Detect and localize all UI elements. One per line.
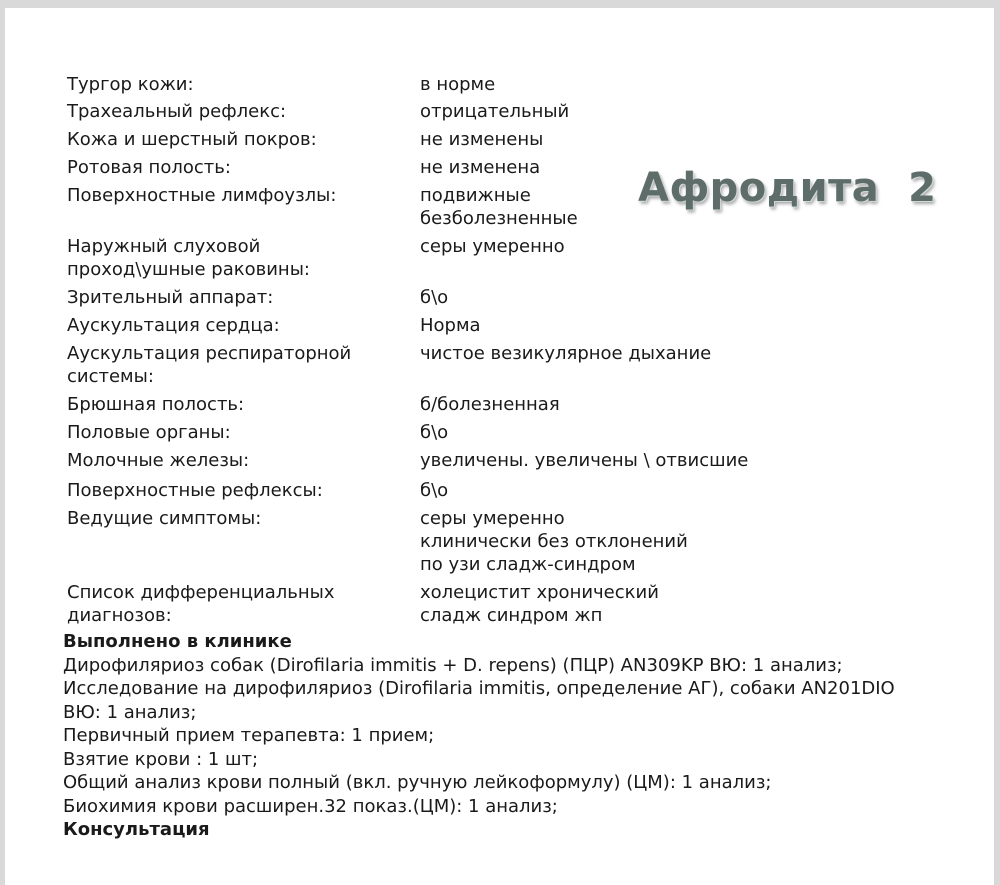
exam-label [67, 235, 420, 281]
exam-value-line: холецистит хронический [420, 582, 659, 603]
patient-name-watermark: Афродита 2 [638, 165, 937, 211]
exam-row [67, 100, 967, 123]
exam-row [67, 507, 967, 576]
exam-value [420, 235, 967, 281]
exam-label-line: системы: [67, 366, 154, 387]
exam-value [420, 73, 967, 96]
exam-label-line: Зрительный аппарат: [67, 287, 274, 308]
clinic-service-line: Биохимия крови расширен.32 показ.(ЦМ): 1 анализ; [63, 795, 558, 817]
exam-label-line: Тургор кожи: [67, 74, 194, 95]
exam-label-line: Поверхностные рефлексы: [67, 480, 323, 501]
exam-label-line: диагнозов: [67, 605, 172, 626]
exam-value-line: не изменены [420, 129, 544, 150]
exam-row [67, 479, 967, 502]
exam-row [67, 449, 967, 472]
exam-label-line: Поверхностные лимфоузлы: [67, 185, 337, 206]
clinic-services-list [63, 654, 963, 819]
exam-value [420, 393, 967, 416]
clinic-service-line: Взятие крови : 1 шт; [63, 748, 259, 770]
exam-row [67, 393, 967, 416]
exam-value-line: серы умеренно [420, 236, 565, 257]
exam-value [420, 314, 967, 337]
exam-row [67, 286, 967, 309]
exam-label [67, 393, 420, 416]
exam-label [67, 342, 420, 388]
exam-label-line: Ротовая полость: [67, 157, 231, 178]
exam-label [67, 286, 420, 309]
exam-label [67, 421, 420, 444]
exam-label-line: Брюшная полость: [67, 394, 245, 415]
exam-value-line: б\о [420, 422, 449, 443]
exam-label-line: Молочные железы: [67, 450, 250, 471]
exam-label [67, 184, 420, 230]
exam-label [67, 479, 420, 502]
clinic-services-section [63, 630, 963, 842]
exam-value [420, 421, 967, 444]
clinic-services-heading: Выполнено в клинике [63, 631, 292, 652]
exam-value [420, 507, 967, 576]
exam-label [67, 449, 420, 472]
exam-row [67, 73, 967, 96]
exam-row [67, 421, 967, 444]
exam-value-line: б/болезненная [420, 394, 560, 415]
exam-row [67, 342, 967, 388]
consultation-heading: Консультация [63, 819, 210, 840]
exam-value [420, 479, 967, 502]
exam-value-line: б\о [420, 480, 449, 501]
exam-label [67, 581, 420, 627]
exam-value-line: в норме [420, 74, 496, 95]
exam-label-line: Список дифференциальных [67, 582, 335, 603]
exam-value [420, 342, 967, 388]
clinic-service-line: Первичный прием терапевта: 1 прием; [63, 725, 435, 746]
exam-value-line: не изменена [420, 157, 541, 178]
exam-value-line: серы умеренно [420, 508, 565, 529]
exam-label-line: Наружный слуховой [67, 236, 261, 257]
exam-value-line: клинически без отклонений [420, 531, 688, 552]
exam-label-line: Аускультация сердца: [67, 315, 280, 336]
exam-value [420, 581, 967, 627]
exam-value [420, 128, 967, 151]
exam-value-line: увеличены. увеличены \ отвисшие [420, 450, 749, 471]
exam-value-line: по узи сладж-синдром [420, 554, 636, 575]
exam-label [67, 314, 420, 337]
exam-label-line: Половые органы: [67, 422, 231, 443]
exam-label-line: проход\ушные раковины: [67, 259, 310, 280]
exam-value-line: сладж синдром жп [420, 605, 603, 626]
exam-value-line: Норма [420, 315, 481, 336]
exam-row [67, 581, 967, 627]
exam-label-line: Ведущие симптомы: [67, 508, 262, 529]
exam-value-line: чистое везикулярное дыхание [420, 343, 712, 364]
clinic-service-line: Общий анализ крови полный (вкл. ручную лейкоформулу) (ЦМ): 1 анализ; [63, 772, 772, 793]
clinic-service-line: Исследование на дирофиляриоз (Dirofilaria immitis, определение АГ), собаки AN201DIO [63, 678, 895, 699]
exam-label [67, 128, 420, 151]
exam-row [67, 314, 967, 337]
clinic-service-line: Дирофиляриоз собак (Dirofilaria immitis + D. repens) (ПЦР) AN309KP ВЮ: 1 анализ; [63, 654, 843, 676]
document-page [5, 8, 994, 885]
clinic-service-line: ВЮ: 1 анализ; [63, 701, 197, 723]
exam-label [67, 100, 420, 123]
examination-table [67, 68, 967, 627]
exam-value [420, 449, 967, 472]
exam-value [420, 286, 967, 309]
exam-label-line: Кожа и шерстный покров: [67, 129, 317, 150]
exam-label-line: Трахеальный рефлекс: [67, 101, 287, 122]
exam-value-line: отрицательный [420, 101, 570, 122]
exam-label-line: Аускультация респираторной [67, 343, 352, 364]
exam-value-line: б\о [420, 287, 449, 308]
exam-label [67, 507, 420, 576]
exam-row [67, 235, 967, 281]
exam-value [420, 100, 967, 123]
exam-row [67, 128, 967, 151]
exam-value-line: подвижные [420, 185, 531, 206]
exam-value-line: безболезненные [420, 208, 578, 229]
exam-label [67, 156, 420, 179]
exam-label [67, 73, 420, 96]
